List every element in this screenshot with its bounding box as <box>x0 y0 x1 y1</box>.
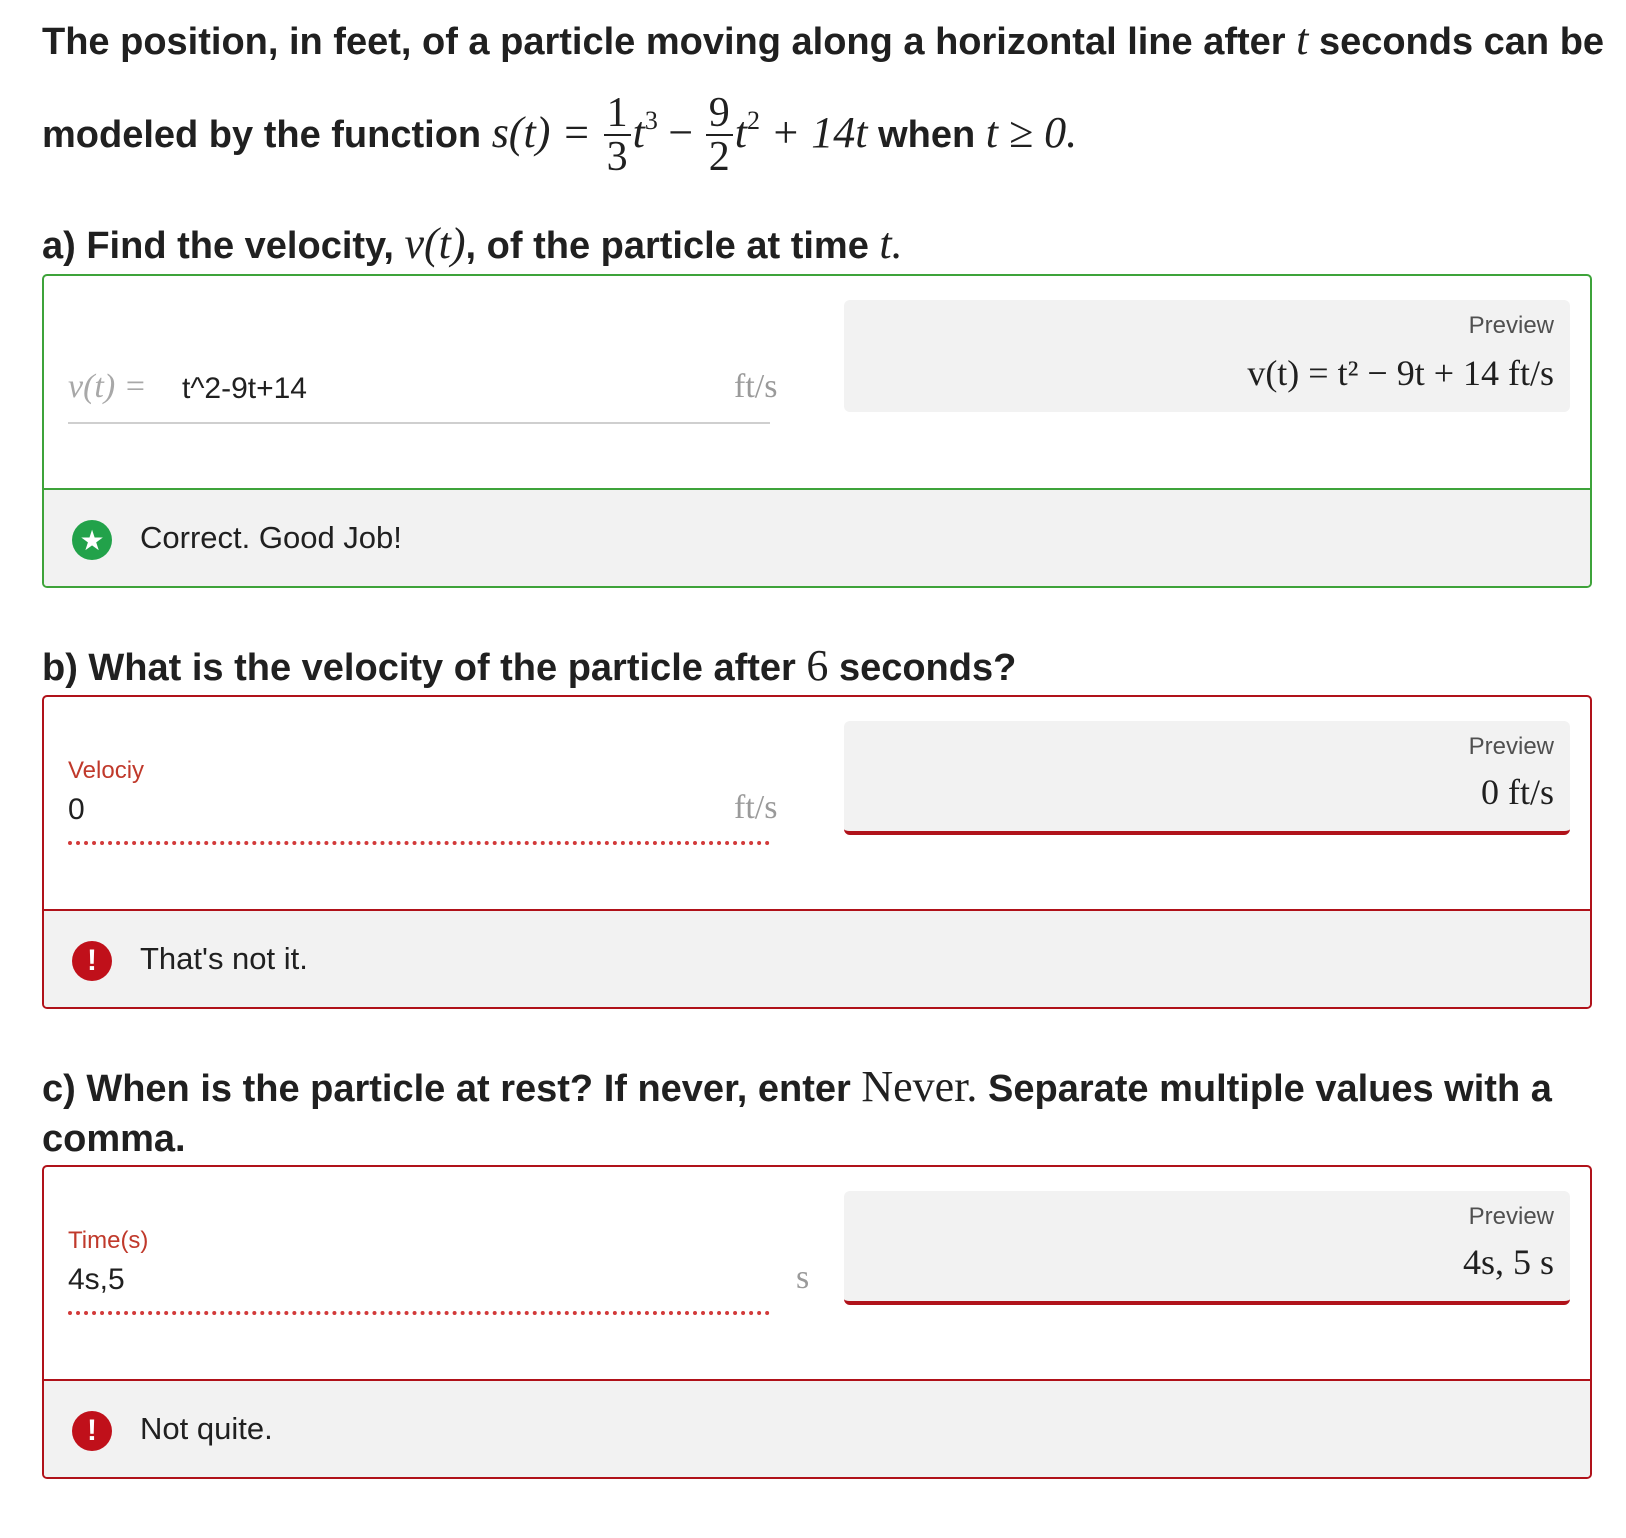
domain-condition: t ≥ 0. <box>985 108 1078 158</box>
question-c-title: c) When is the particle at rest? If never, enter Never. Separate multiple values with a comma. <box>42 1062 1552 1160</box>
unit-label: ft/s <box>734 368 778 405</box>
input-underline <box>68 1311 770 1315</box>
velocity-value-input[interactable]: 0 <box>68 793 85 826</box>
star-icon: ★ <box>72 520 112 560</box>
preview-title: Preview <box>1468 312 1554 339</box>
input-prefix: v(t) = <box>68 368 147 405</box>
never-keyword: Never. <box>861 1062 978 1111</box>
preview-title: Preview <box>1468 733 1554 760</box>
variable-t: t <box>1296 15 1309 64</box>
term-t: t <box>632 108 645 158</box>
statement-line-2 <box>42 90 1078 180</box>
statement-text: seconds can be <box>1318 21 1605 63</box>
answer-box-a <box>42 274 1592 588</box>
statement-line-1 <box>42 14 1604 68</box>
answer-box-c <box>42 1165 1592 1479</box>
fraction-one-third: $\frac{1}{3}$ <box>604 92 631 178</box>
time-value: 6 <box>806 641 829 690</box>
fraction-nine-halves: $\frac{9}{2}$ <box>706 92 733 178</box>
input-underline <box>68 841 770 845</box>
preview-title: Preview <box>1468 1203 1554 1230</box>
feedback-text: Not quite. <box>140 1411 273 1446</box>
exclamation-icon: ! <box>72 1411 112 1451</box>
answer-box-b <box>42 695 1592 1009</box>
field-label: Velociy <box>68 757 145 784</box>
statement-text: when <box>878 114 976 157</box>
linear-term: + 14t <box>770 108 868 158</box>
preview-panel <box>844 300 1570 412</box>
feedback-text: Correct. Good Job! <box>140 520 402 555</box>
velocity-input[interactable]: t^2-9t+14 <box>182 372 307 405</box>
question-a-title: a) Find the velocity, v(t), of the particle at time t. <box>42 219 903 268</box>
feedback-bar <box>44 488 1590 588</box>
preview-value: 4s, 5 s <box>1462 1242 1554 1282</box>
field-label: Time(s) <box>68 1227 149 1254</box>
feedback-bar <box>44 909 1590 1009</box>
feedback-bar <box>44 1379 1590 1479</box>
preview-value: 0 ft/s <box>1480 772 1554 812</box>
minus-sign: − <box>668 108 694 158</box>
rest-times-input[interactable]: 4s,5 <box>68 1263 125 1296</box>
input-underline <box>68 422 770 424</box>
exponent: 2 <box>747 106 761 136</box>
preview-panel <box>844 1191 1570 1305</box>
function-lhs: s(t) = <box>491 108 592 158</box>
preview-panel <box>844 721 1570 835</box>
preview-value: v(t) = t² − 9t + 14 ft/s <box>1247 353 1554 393</box>
exclamation-icon: ! <box>72 941 112 981</box>
unit-label: s <box>796 1259 810 1296</box>
term-t: t <box>734 108 748 158</box>
exponent: 3 <box>644 106 658 136</box>
feedback-text: That's not it. <box>140 941 308 976</box>
unit-label: ft/s <box>734 789 778 826</box>
velocity-symbol: v(t) <box>404 219 466 268</box>
statement-text: modeled by the function <box>42 114 482 157</box>
variable-t: t. <box>879 219 903 268</box>
question-b-title: b) What is the velocity of the particle after 6 seconds? <box>42 641 1017 690</box>
statement-text: The position, in feet, of a particle moving along a horizontal line after <box>42 21 1286 63</box>
